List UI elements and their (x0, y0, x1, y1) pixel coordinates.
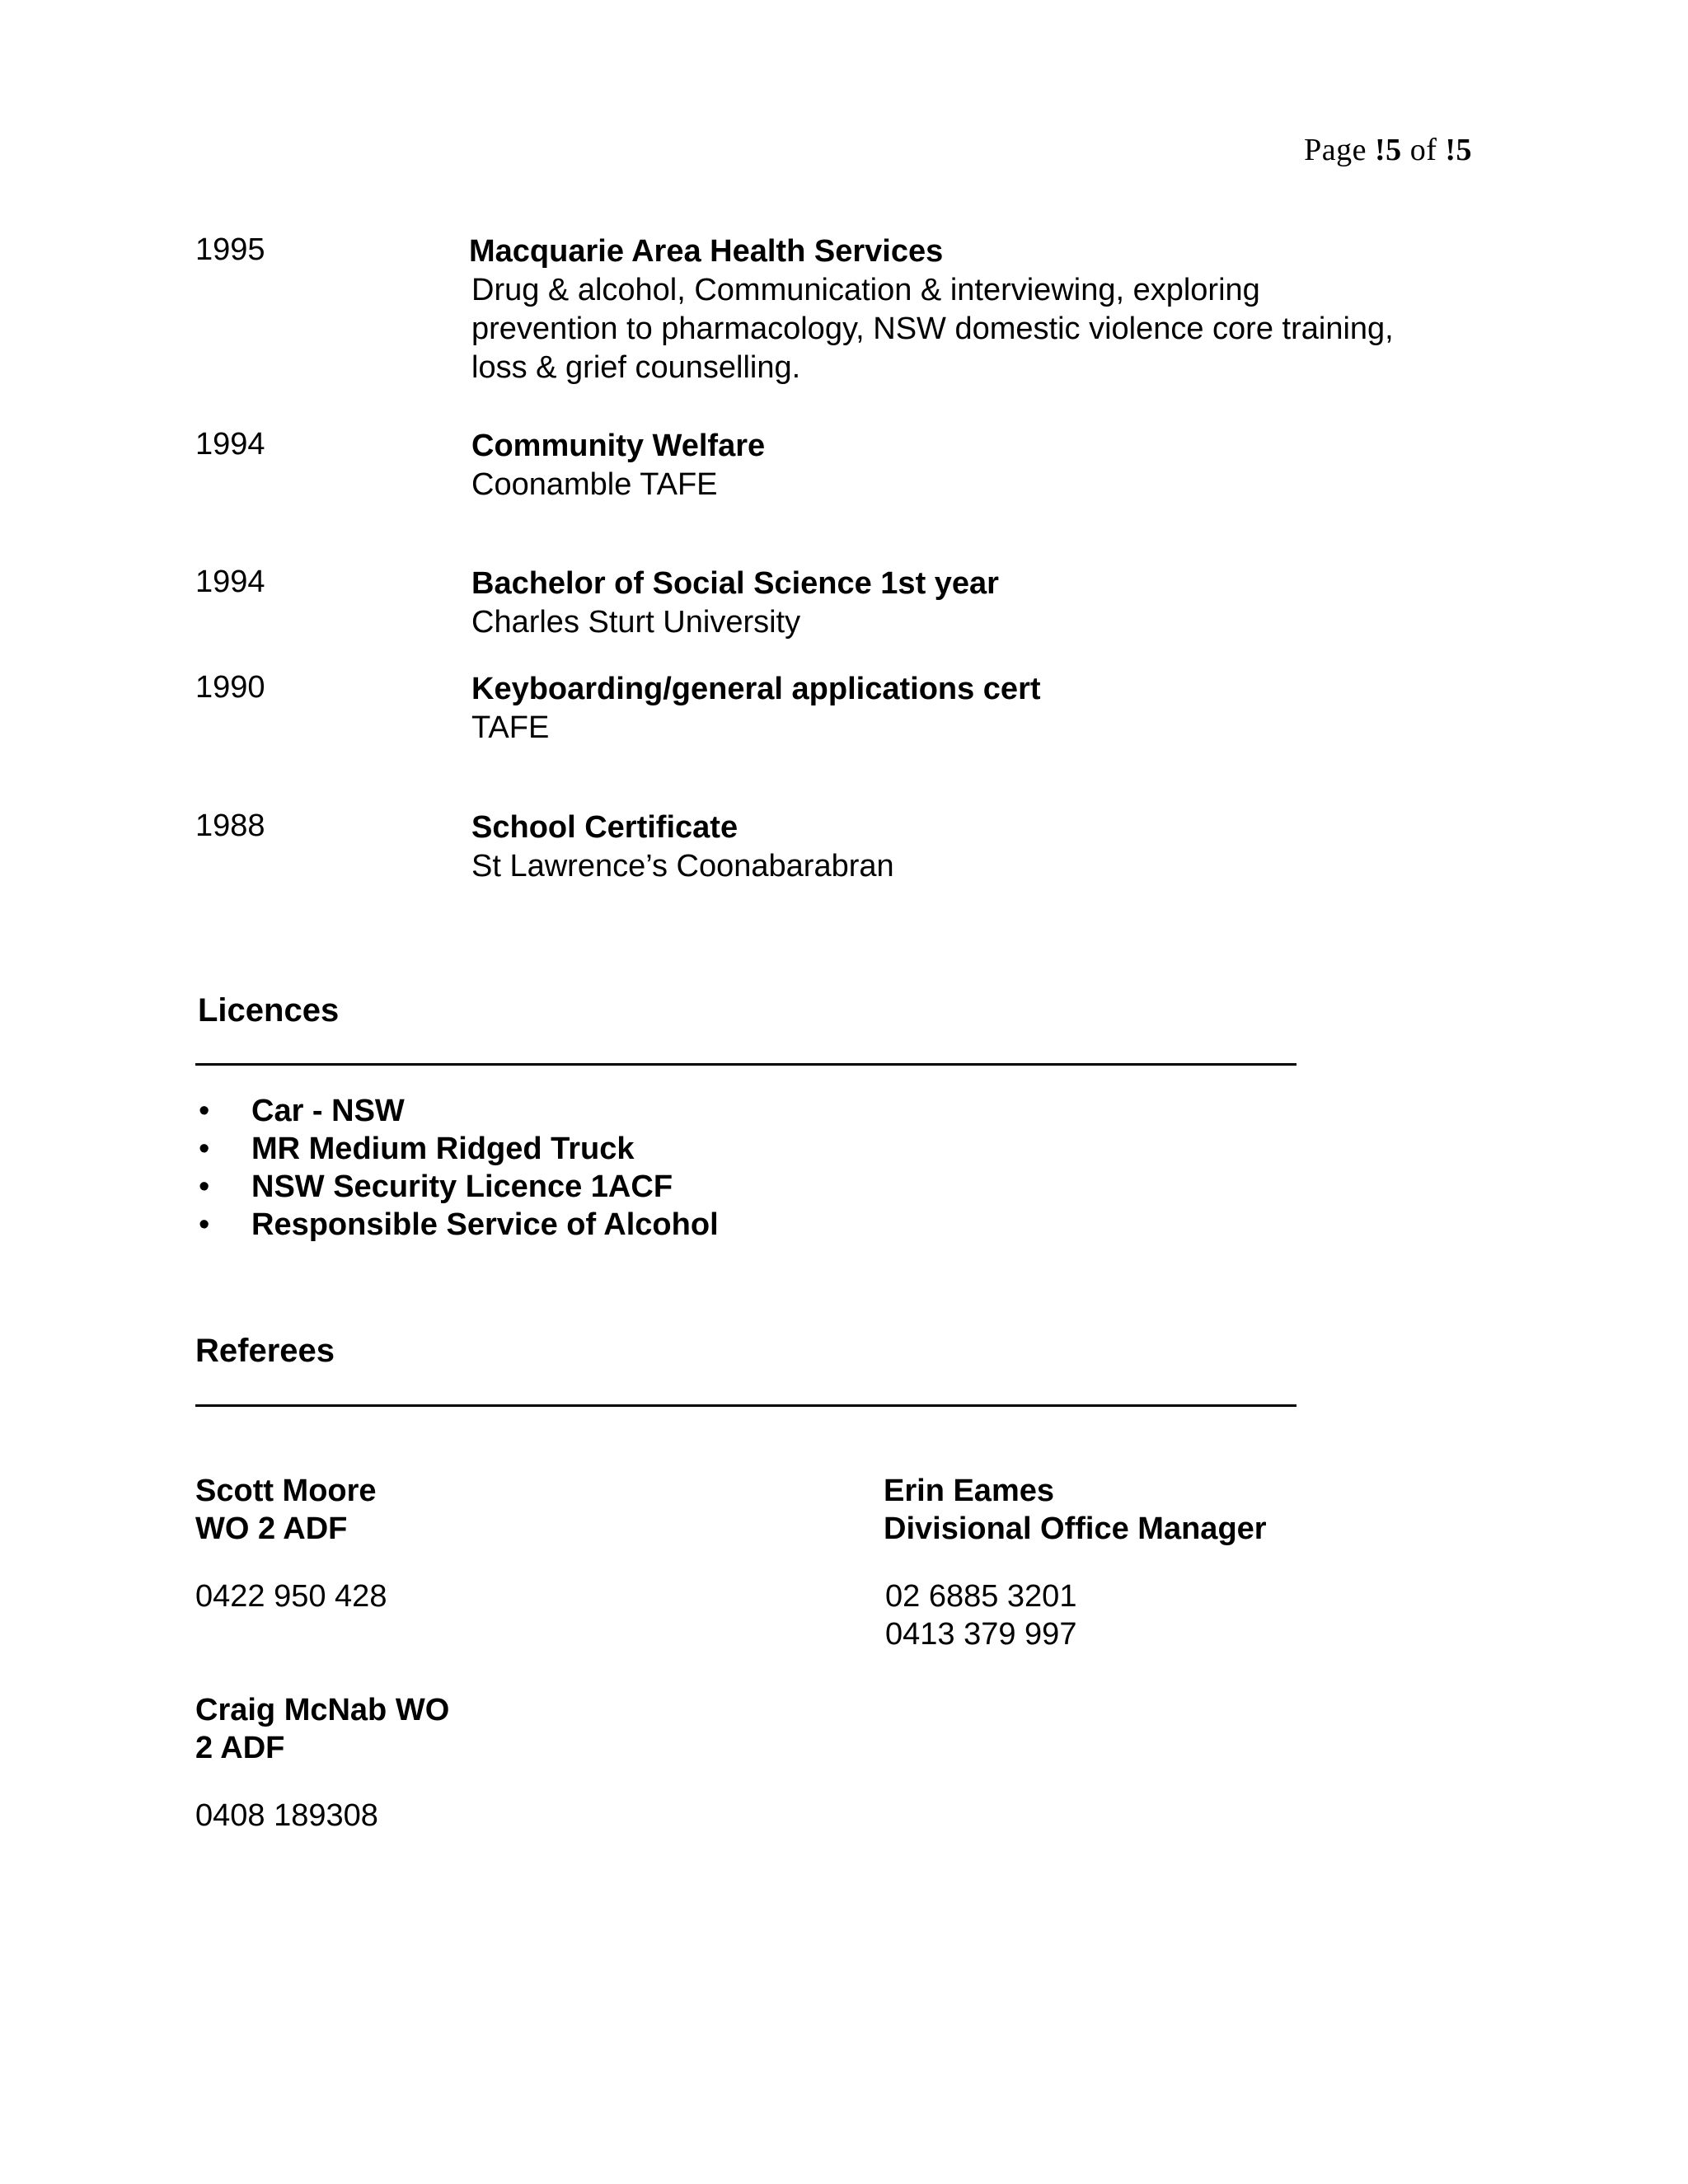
entry-title: Community Welfare (471, 429, 766, 463)
entry-title: School Certificate (471, 810, 738, 845)
licences-list (195, 1092, 719, 1244)
page-number (1304, 132, 1472, 168)
referee-name: Scott Moore (195, 1474, 377, 1508)
entry-detail: Drug & alcohol, Communication & interviewing, exploring prevention to pharmacology, NSW domestic violence core training, loss & grief counselling. (471, 273, 1394, 385)
licence-label: MR Medium Ridged Truck (251, 1132, 635, 1166)
referee-role: 2 ADF (195, 1731, 285, 1765)
referee-name: Craig McNab WO (195, 1693, 450, 1727)
entry-year: 1994 (195, 565, 265, 599)
entry-title: Keyboarding/general applications cert (471, 672, 1041, 706)
entry-year: 1994 (195, 427, 265, 462)
entry-year: 1995 (195, 232, 265, 267)
licence-label: NSW Security Licence 1ACF (251, 1169, 673, 1204)
bullet: • (199, 1169, 210, 1204)
licences-heading: Licences (198, 992, 340, 1029)
licence-label: Car - NSW (251, 1094, 405, 1128)
referee-phone: 0422 950 428 (195, 1579, 387, 1614)
list-item (195, 1206, 719, 1244)
list-item (195, 1130, 719, 1168)
bullet: • (199, 1094, 210, 1128)
bullet: • (199, 1132, 210, 1166)
licences-divider (195, 1063, 1296, 1066)
list-item (195, 1168, 719, 1206)
referee-phone: 0408 189308 (195, 1798, 378, 1833)
page-of: of (1401, 133, 1446, 167)
page-current: !5 (1375, 133, 1402, 167)
list-item (195, 1092, 719, 1130)
bullet: • (199, 1207, 210, 1242)
entry-detail: Charles Sturt University (471, 605, 801, 640)
entry-year: 1988 (195, 808, 265, 843)
entry-detail: St Lawrence’s Coonabarabran (471, 849, 894, 883)
entry-title: Macquarie Area Health Services (469, 234, 944, 269)
entry-year: 1990 (195, 670, 265, 705)
referee-phone: 02 6885 3201 (885, 1579, 1077, 1614)
referee-role: Divisional Office Manager (884, 1511, 1267, 1546)
entry-detail: TAFE (471, 710, 550, 745)
referee-role: WO 2 ADF (195, 1511, 348, 1546)
referees-divider (195, 1404, 1296, 1407)
referee-card (195, 1691, 449, 1835)
licence-label: Responsible Service of Alcohol (251, 1207, 719, 1242)
referee-card (195, 1472, 387, 1615)
referees-heading: Referees (195, 1333, 335, 1369)
entry-title: Bachelor of Social Science 1st year (471, 566, 999, 601)
page-total: !5 (1445, 133, 1472, 167)
referee-card (884, 1472, 1267, 1653)
entry-detail: Coonamble TAFE (471, 467, 718, 502)
referee-name: Erin Eames (884, 1474, 1054, 1508)
page-prefix: Page (1304, 133, 1376, 167)
referee-phone: 0413 379 997 (885, 1617, 1077, 1652)
